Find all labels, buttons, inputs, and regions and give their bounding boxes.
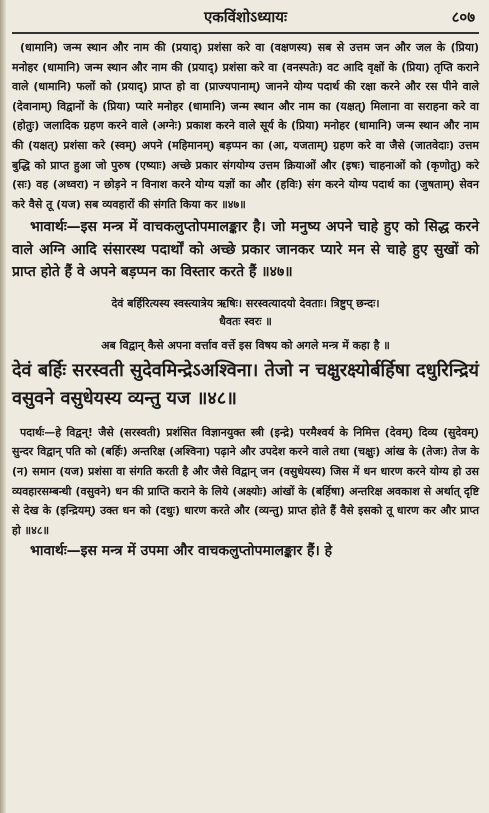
- page-number: ८०७: [451, 8, 475, 26]
- mantra-intro-line: अब विद्वान् कैसे अपना वर्त्ताव वर्त्ते इस विषय को अगले मन्त्र में कहा है ॥: [101, 338, 390, 352]
- page-header: [12, 4, 479, 30]
- padartha-paragraph-47: (धामानि) जन्म स्थान और नाम की (प्रयाद्) प्रशंसा करे वा (वक्षणस्य) सब से उत्तम जन और जल के (प्रिया) मनोहर (धामानि) जन्म स्थान और नाम की (प्रयाद्) प्रशंसा करे वा (वनस्पतेः) वट आदि वृक्षों के (प्रिया) तृप्ति कराने वाले (धामानि) फलों को (प्रयाद्) प्राप्त हो वा (प्राज्यपानाम्) जानने योग्य पदार्थ की रक्षा करने और रस पीने वाले (देवानाम्) विद्वानों के (प्रिया) प्यारे मनोहर (धामानि) जन्म स्थान और नाम का (यक्षत्) मिलाना वा सराहना करे वा (होतुः) जलादिक ग्रहण करने वाले (अग्नेः) प्रकाश करने वाले सूर्य के (प्रिया) मनोहर (धामानि) जन्म स्थान और नाम की (यक्षत्) प्रशंसा करे (स्वम्) अपने (महिमानम्) बड़प्पन का (आ, यजताम्) ग्रहण करे वा जैसे (जातवेदाः) उत्तम बुद्धि को प्राप्त हुआ जो पुरुष (एष्याः) अच्छे प्रकार संगयोग्य उत्तम क्रियाओं और (इषः) चाहनाओं को (कृणोतु) करे (सः) वह (अध्वरा) न छोड़ने न विनाश करने योग्य यज्ञों का और (हविः) संग करने योग्य पदार्थ का (जुषताम्) सेवन करे वैसे तू (यज) सब व्यवहारों की संगति किया कर ॥४७॥: [12, 41, 479, 211]
- rishi-devata-line: देवं बर्हिरित्यस्य स्वस्त्यात्रेय ऋषिः। सरस्वत्यादयो देवताः। त्रिष्टुप् छन्दः।: [111, 296, 380, 310]
- padartha-paragraph-48: पदार्थः—हे विद्वन्! जैसे (सरस्वती) प्रशंसित विज्ञानयुक्त स्त्री (इन्द्रे) परमैश्वर्य के निमित्त (देवम्) दिव्य (सुदेवम्) सुन्दर विद्वान् पति को (बर्हिः) अन्तरिक्ष (अश्विना) पढ़ाने और उपदेश करने वाले तथा (चक्षुः) आंख के (तेजः) तेज के (न) समान (यज) प्रशंसा वा संगति करती है और जैसे विद्वान् जन (वसुधेयस्य) जिस में धन धारण करने योग्य हो उस व्यवहारसम्बन्धी (वसुवने) धन की प्राप्ति कराने के लिये (अक्ष्योः) आंखों के (बर्हिषा) अन्तरिक्ष अवकाश से अर्थात् दृष्टि से देख के (इन्द्रियम्) उक्त धन को (दधुः) धारण करते और (व्यन्तु) प्राप्त होते हैं वैसे इसको तू धारण कर और प्राप्त हो ॥४८॥: [12, 425, 479, 537]
- header-rule: [12, 32, 479, 34]
- book-spine-shadow: [0, 0, 6, 813]
- mantra-48: देवं बर्हिः सरस्वती सुदेवमिन्द्रेऽअश्विना। तेजो न चक्षुरक्ष्योर्बर्हिषा दधुरिन्द्रियं वसुवने वसुधेयस्य व्यन्तु यज ॥४८॥: [12, 359, 479, 409]
- bhavartha-paragraph-48: भावार्थः—इस मन्त्र में उपमा और वाचकलुप्तोपमालङ्कार हैं। हे: [30, 543, 333, 560]
- svara-line: धैवतः स्वरः ॥: [219, 314, 272, 328]
- chapter-title: एकविंशोऽध्यायः: [203, 8, 288, 26]
- bhavartha-paragraph-47: भावार्थः—इस मन्त्र में वाचकलुप्तोपमालङ्कार है। जो मनुष्य अपने चाहे हुए को सिद्ध करने वाले अग्नि आदि संसारस्थ पदार्थों को अच्छे प्रकार जानकर प्यारे मन से चाहे हुए सुखों को प्राप्त होते हैं वे अपने बड़प्पन का विस्तार करते हैं ॥४७॥: [12, 219, 479, 281]
